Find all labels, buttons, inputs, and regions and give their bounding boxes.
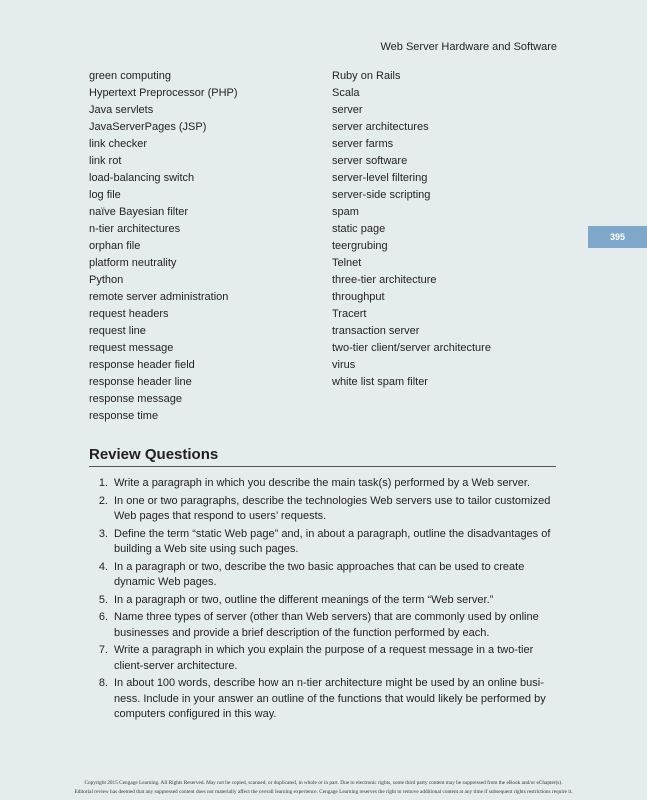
key-term: request headers (89, 308, 169, 320)
key-term: Ruby on Rails (332, 70, 401, 82)
question-text: In one or two paragraphs, describe the technologies Web servers use to tailor customized Web pages that respond to users’ requests. (114, 494, 551, 522)
question-number: 5. (98, 593, 108, 606)
review-question (89, 610, 556, 641)
key-term: Python (89, 274, 124, 286)
key-term: teergrubing (332, 240, 388, 252)
key-term: Java servlets (89, 104, 154, 116)
key-term: response header line (89, 376, 192, 388)
question-text: Write a paragraph in which you explain the purpose of a request message in a two-tier client-server architecture. (114, 644, 534, 672)
review-question (89, 476, 556, 492)
key-term: naïve Bayesian filter (89, 206, 189, 218)
key-term: orphan file (89, 240, 141, 252)
question-number: 8. (98, 677, 108, 689)
question-text: Define the term “static Web page” and, in about a paragraph, outline the disadvantages of building a Web site using such pages. (114, 527, 551, 555)
key-term: request message (89, 342, 174, 354)
key-term: transaction server (332, 325, 420, 337)
key-term: link checker (89, 138, 148, 150)
review-question (89, 527, 556, 558)
key-term: server-level filtering (332, 172, 428, 184)
copyright-line-2: Editorial review has deemed that any suppressed content does not materially affect the overall learning experience. Cengage Learning reserves the right to remove additional content at any time if subsequent rights restrictions require it. (74, 789, 573, 795)
key-term: throughput (332, 291, 385, 303)
key-term: request line (89, 325, 146, 337)
review-question (89, 593, 556, 609)
key-term: Telnet (332, 257, 362, 269)
key-term: platform neutrality (89, 257, 177, 269)
key-term: response header field (89, 359, 195, 371)
key-terms-list (89, 68, 559, 425)
key-term: server software (332, 155, 408, 167)
key-terms-right-column (332, 68, 491, 425)
question-text: Write a paragraph in which you describe the main task(s) performed by a Web server. (114, 477, 530, 489)
key-terms-left-column (89, 68, 332, 425)
question-number: 3. (98, 527, 108, 540)
key-term: Hypertext Preprocessor (PHP) (89, 87, 238, 99)
key-term: link rot (89, 155, 122, 167)
question-text: Name three types of server (other than Web servers) that are commonly used by online businesses and provide a brief description of the function performed by each. (114, 611, 539, 639)
review-questions-heading: Review Questions (89, 446, 556, 467)
key-term: load-balancing switch (89, 172, 195, 184)
key-term: response message (89, 393, 182, 405)
key-term: Scala (332, 87, 360, 99)
key-term: spam (332, 206, 359, 218)
review-question (89, 676, 556, 723)
key-term: server architectures (332, 121, 429, 133)
copyright-line-1: Copyright 2015 Cengage Learning. All Rights Reserved. May not be copied, scanned, or duplicated, in whole or in part. Due to electronic rights, some third party content may be suppressed from the eBook and/or eChapter(s). (84, 780, 563, 786)
question-number: 1. (98, 477, 108, 489)
key-term: three-tier architecture (332, 274, 437, 286)
key-term: static page (332, 223, 386, 235)
review-question (89, 643, 556, 674)
question-text: In a paragraph or two, outline the different meanings of the term “Web server.” (114, 593, 494, 606)
key-term: green computing (89, 70, 171, 82)
key-term: server-side scripting (332, 189, 431, 201)
running-head: Web Server Hardware and Software (380, 41, 557, 53)
review-question (89, 494, 556, 525)
question-number: 4. (98, 560, 108, 573)
key-term: n-tier architectures (89, 223, 181, 235)
key-term: two-tier client/server architecture (332, 342, 491, 354)
key-term: JavaServerPages (JSP) (89, 121, 207, 133)
key-term: server farms (332, 138, 394, 150)
key-term: white list spam filter (332, 376, 428, 388)
key-term: virus (332, 359, 356, 371)
review-questions-list (89, 476, 556, 725)
page-number-tab: 395 (588, 226, 647, 248)
key-term: Tracert (332, 308, 367, 320)
question-number: 2. (98, 494, 108, 507)
question-text: In a paragraph or two, describe the two basic approaches that can be used to create dynamic Web pages. (114, 560, 525, 588)
question-number: 6. (98, 611, 108, 623)
question-number: 7. (98, 644, 108, 656)
key-term: response time (89, 410, 159, 422)
copyright-footer (0, 779, 647, 797)
key-term: remote server administration (89, 291, 229, 303)
review-question (89, 560, 556, 591)
key-term: log file (89, 189, 121, 201)
question-text: In about 100 words, describe how an n-tier architecture might be used by an online busi-ness. Include in your answer an outline of the functions that would likely be performed by computers configured in this way. (114, 677, 546, 720)
key-term: server (332, 104, 363, 116)
